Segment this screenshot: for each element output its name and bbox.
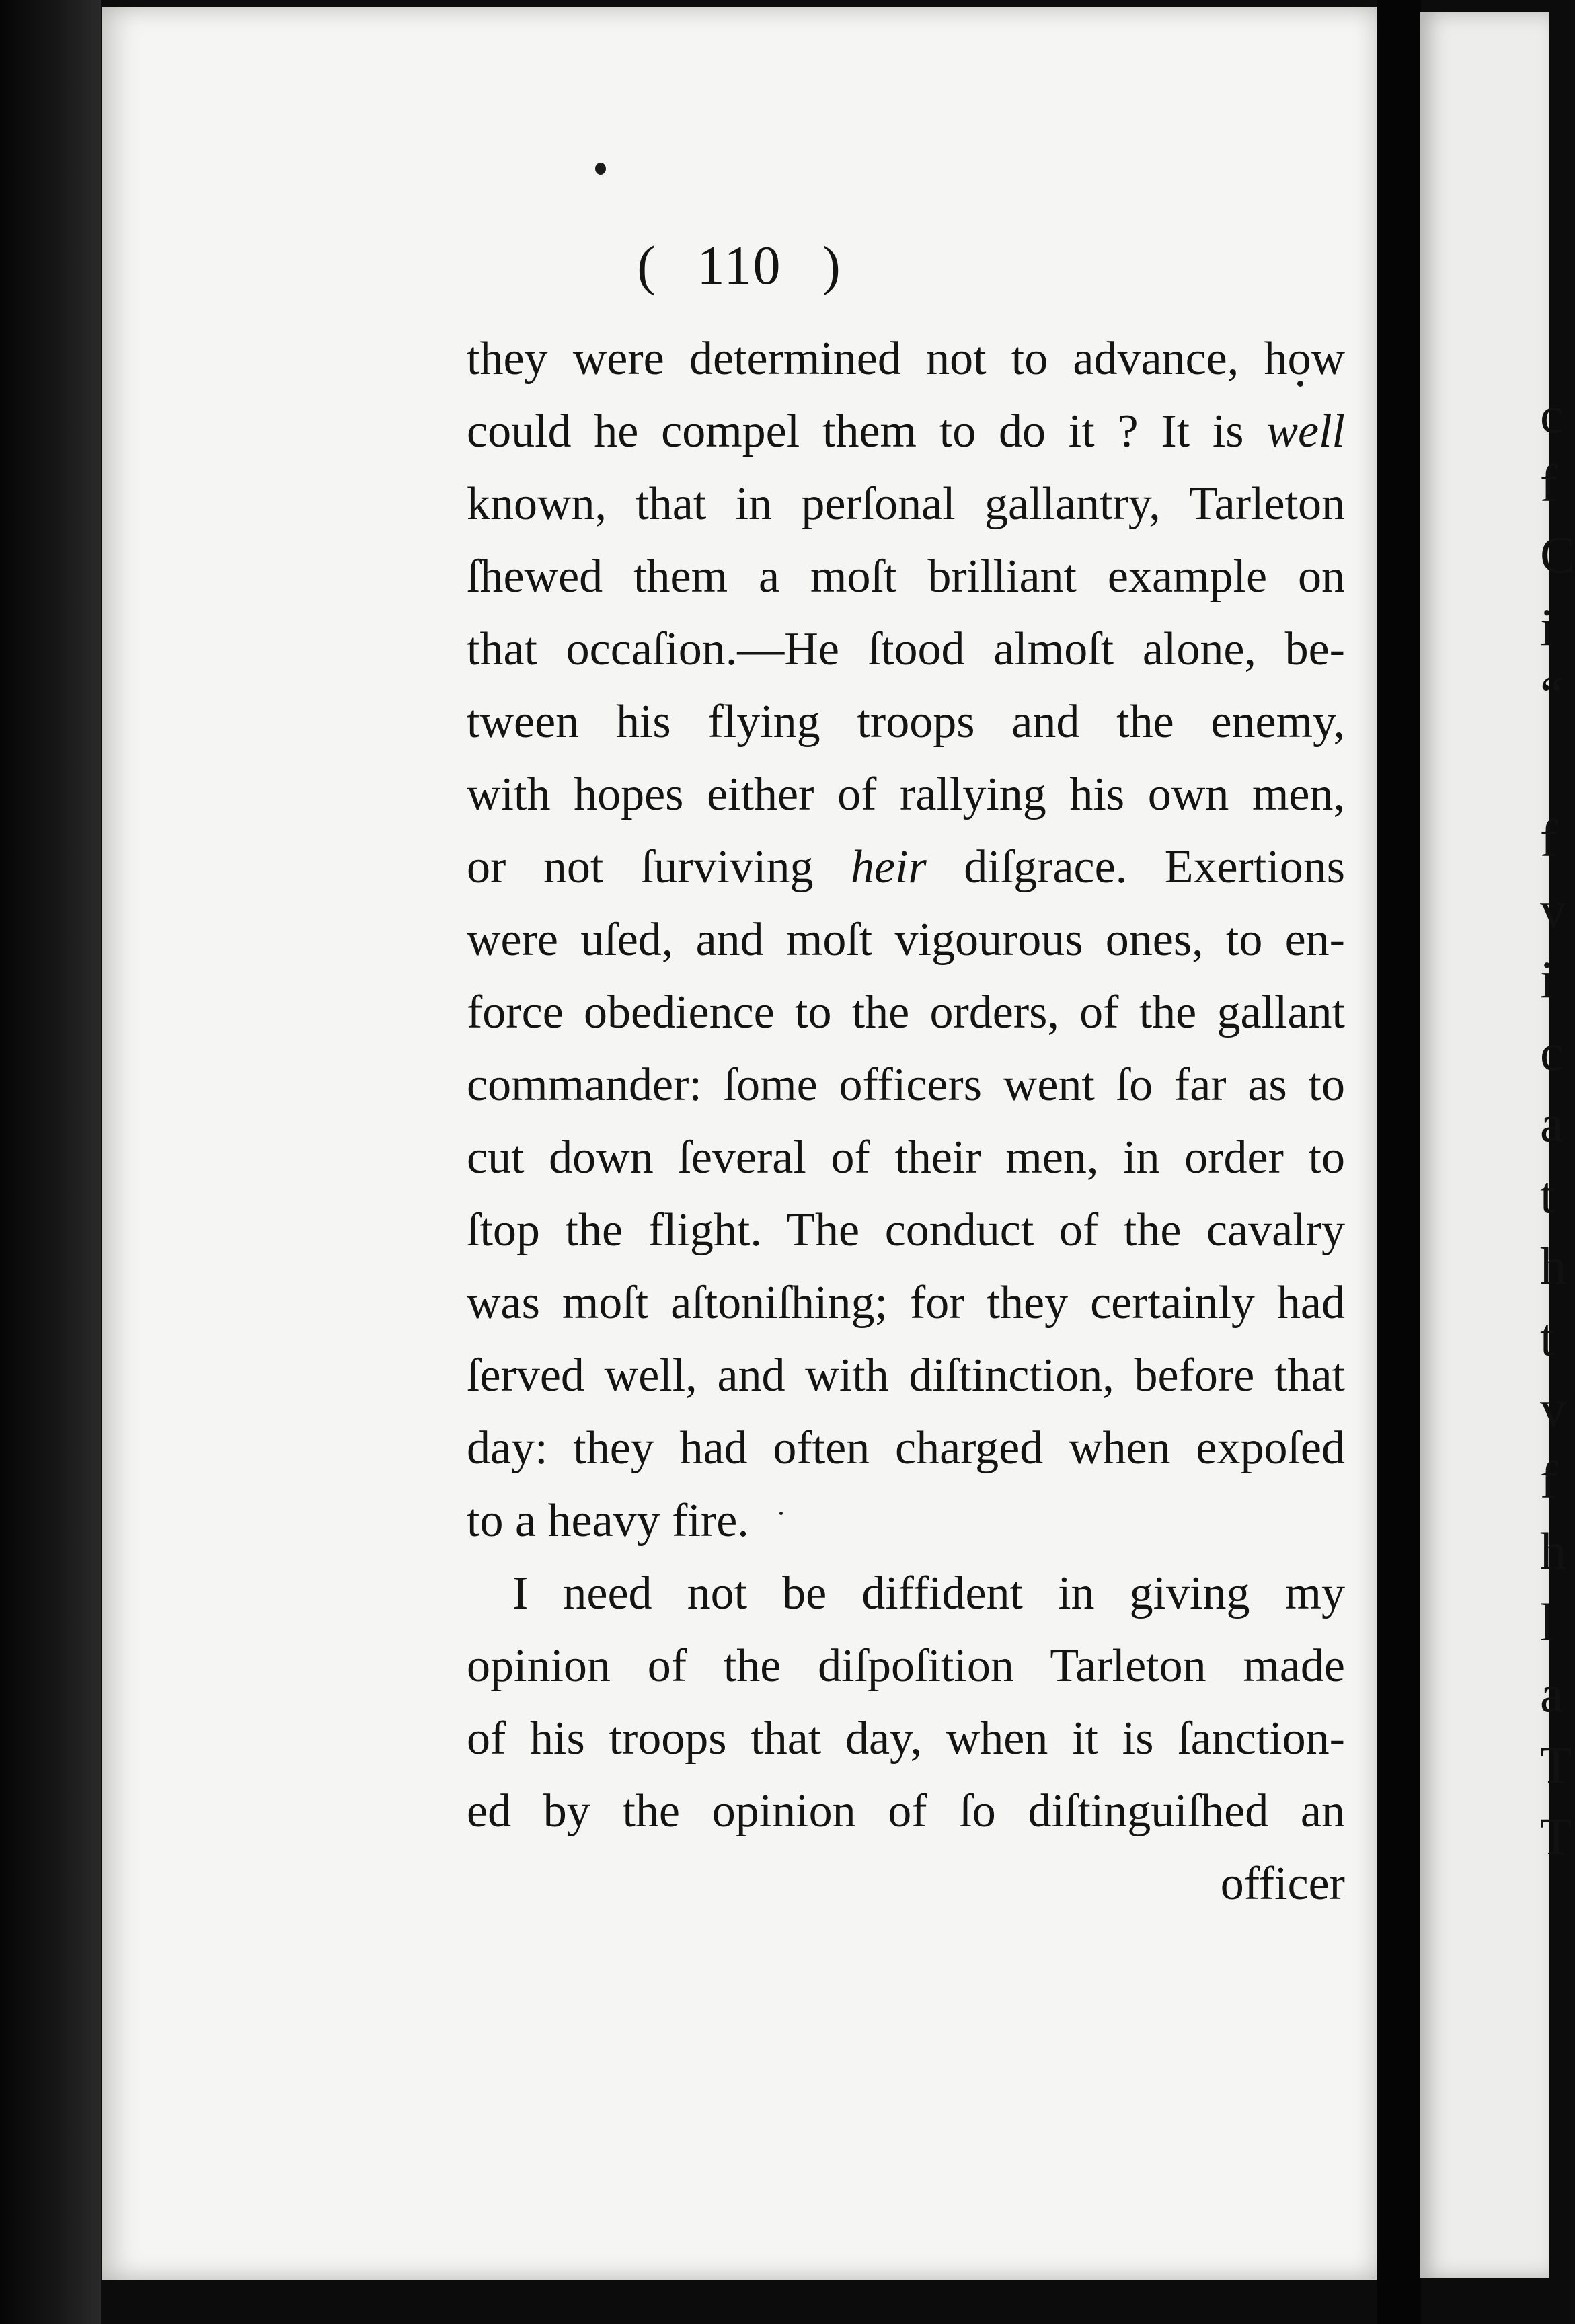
text-line: day: they had often charged when expoſed xyxy=(467,1422,1345,1474)
adjacent-page-letter: v xyxy=(1540,1379,1566,1438)
text-line: they were determined not to advance, how xyxy=(467,333,1345,385)
binding-shadow xyxy=(0,0,101,2324)
adjacent-page-letter: a xyxy=(1540,1664,1564,1723)
italic-text: well xyxy=(1266,405,1345,457)
text-line: were uſed, and moſt vigourous ones, to en- xyxy=(467,914,1345,966)
page-number-close-paren: ) xyxy=(822,235,842,296)
adjacent-page-letter: h xyxy=(1540,1237,1566,1295)
text-line xyxy=(467,831,1345,904)
page-number-open-paren: ( xyxy=(637,235,657,296)
adjacent-page-letter: f xyxy=(1540,1450,1558,1509)
text-line: commander: ſome officers went ſo far as to xyxy=(467,1059,1345,1111)
text-line: to a heavy fire. xyxy=(467,1495,749,1547)
adjacent-page-edge xyxy=(1420,12,1575,2278)
book-page xyxy=(102,7,1377,2280)
adjacent-page-letter: T xyxy=(1540,1736,1572,1794)
text-line: ſerved well, and with diſtinction, before that xyxy=(467,1350,1345,1401)
ink-speck xyxy=(595,163,606,175)
italic-text: heir xyxy=(850,841,927,893)
text-line: cut down ſeveral of their men, in order to xyxy=(467,1132,1345,1184)
text-line: tween his flying troops and the enemy, xyxy=(467,696,1345,748)
text-line: with hopes either of rallying his own men, xyxy=(467,769,1345,820)
adjacent-page-letter: a xyxy=(1540,1094,1564,1153)
body-text xyxy=(467,323,1345,1921)
text-line: ed by the opinion of ſo diſtinguiſhed an xyxy=(467,1785,1345,1837)
catchword: officer xyxy=(1220,1858,1345,1910)
adjacent-page-letter: t xyxy=(1540,1308,1555,1366)
adjacent-page-letter: i xyxy=(1540,950,1555,1009)
adjacent-page-letter: c xyxy=(1540,1023,1564,1081)
adjacent-page-letter: i xyxy=(1540,598,1555,656)
text-line xyxy=(467,395,1345,468)
page-gutter xyxy=(1377,0,1421,2324)
text-line: that occaſion.—He ſtood almoſt alone, be- xyxy=(467,623,1345,675)
adjacent-page-letter: l xyxy=(1540,1593,1555,1652)
text-line: of his troops that day, when it is ſanction- xyxy=(467,1713,1345,1765)
adjacent-page-letter: “ xyxy=(1540,665,1564,724)
adjacent-page-letter: C xyxy=(1540,525,1575,584)
text-segment: or not ſurviving xyxy=(467,841,851,893)
text-line: known, that in perſonal gallantry, Tarleton xyxy=(467,478,1345,530)
page-number xyxy=(102,234,1377,297)
adjacent-page-letter: v xyxy=(1540,880,1566,939)
text-line: opinion of the diſpoſition Tarleton made xyxy=(467,1640,1345,1692)
adjacent-page-letter: T xyxy=(1540,1807,1572,1865)
page-number-value: 110 xyxy=(697,235,782,296)
text-segment: could he compel them to do it ? It is xyxy=(467,405,1267,457)
text-line: I need not be diffident in giving my xyxy=(512,1567,1345,1619)
text-line: ſtop the flight. The conduct of the cavalry xyxy=(467,1204,1345,1256)
text-line: force obedience to the orders, of the gallant xyxy=(467,986,1345,1038)
adjacent-page-letter: f xyxy=(1540,454,1558,512)
adjacent-page-letter: c xyxy=(1540,385,1564,444)
text-line: was moſt aſtoniſhing; for they certainly had xyxy=(467,1277,1345,1329)
text-segment: diſgrace. Exertions xyxy=(926,841,1345,893)
adjacent-page-letter: f xyxy=(1540,809,1558,867)
adjacent-page-letter: h xyxy=(1540,1522,1566,1580)
adjacent-page-letter: t xyxy=(1540,1165,1555,1224)
text-line: ſhewed them a moſt brilliant example on xyxy=(467,551,1345,603)
